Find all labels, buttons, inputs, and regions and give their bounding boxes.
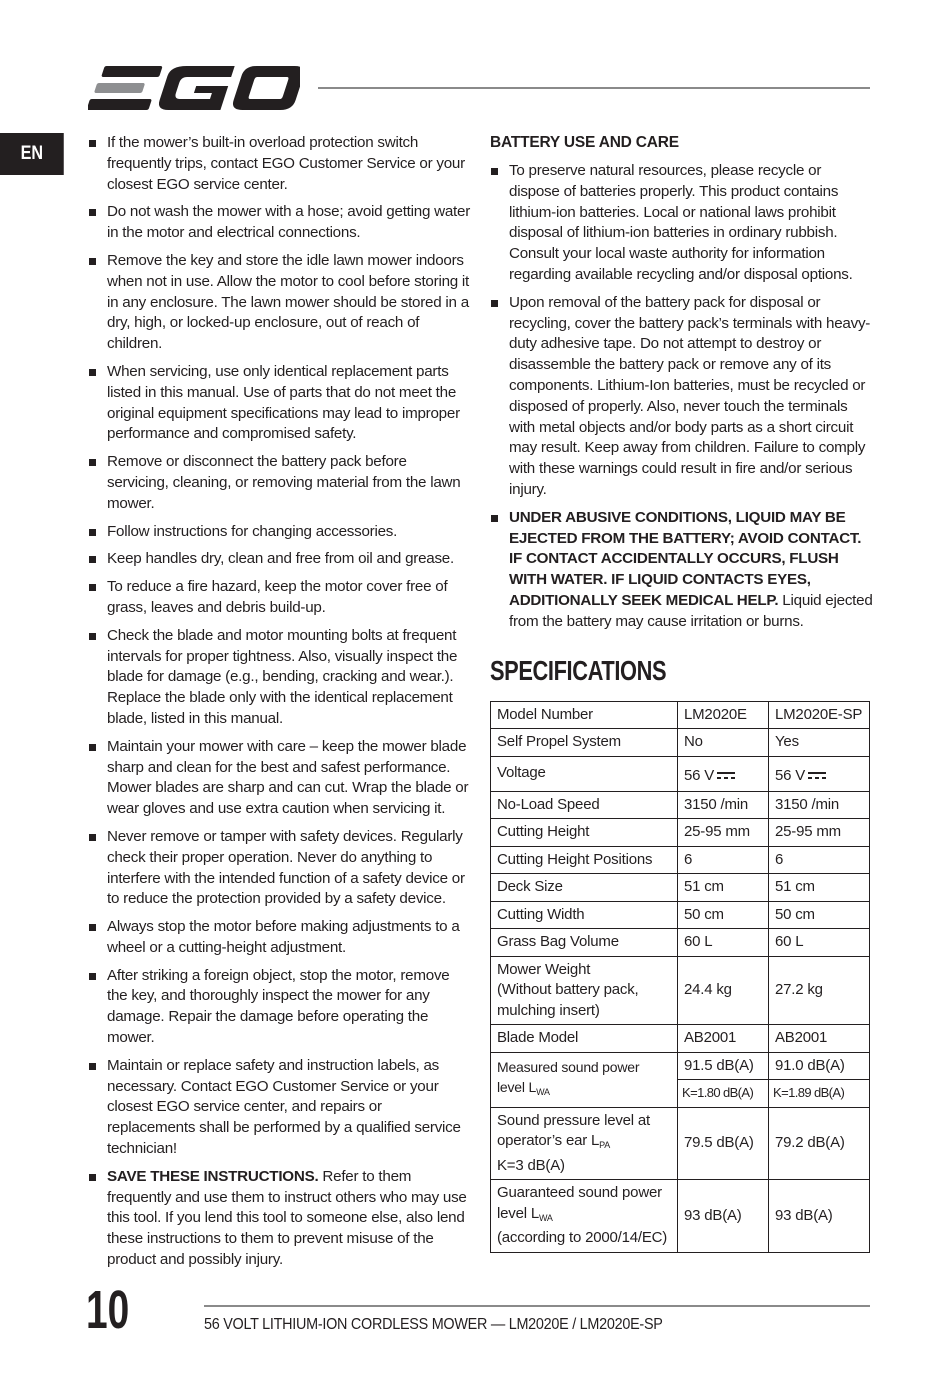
list-item xyxy=(88,827,470,910)
left-column xyxy=(88,133,470,1278)
bullet-text: Follow instructions for changing accessories. xyxy=(107,522,398,540)
spec-value: 56 V xyxy=(684,767,715,785)
header-rule xyxy=(318,87,870,89)
spec-value: 60 L xyxy=(678,929,769,957)
list-item xyxy=(88,251,470,355)
bullet-square-icon xyxy=(89,369,96,376)
bullet-square-icon xyxy=(89,529,96,536)
bullet-text: Liquid ejected from the battery may cause irritation or burns. xyxy=(509,591,873,630)
bullet-square-icon xyxy=(89,1174,96,1181)
table-row xyxy=(491,874,870,902)
bullet-text: Check the blade and motor mounting bolts at frequent intervals for proper tightness. Also, visually inspect the blade for damage (e.g., bending, cracking and wear.). Replace the blade only with the identical replacement blade, listed in this manual. xyxy=(107,626,458,727)
list-item xyxy=(88,917,470,959)
table-row xyxy=(491,756,870,791)
bullet-text: After striking a foreign object, stop the motor, remove the key, and thoroughly inspect the mower for any damage. Repair the damage before operating the mower. xyxy=(107,966,450,1047)
bullet-text: If the mower’s built-in overload protection switch frequently trips, contact EGO Customer Service or your closest EGO service center. xyxy=(107,134,465,193)
bullet-square-icon xyxy=(89,556,96,563)
list-item xyxy=(88,549,470,570)
bullet-text: Remove the key and store the idle lawn mower indoors when not in use. Allow the motor to cool before storing it in any enclosure. The lawn mower should be stored in a dry, high, or locked-up enclosure, out of reach of children. xyxy=(107,251,470,353)
spec-uncertainty: K=1.89 dB(A) xyxy=(769,1079,869,1107)
bullet-square-icon xyxy=(89,209,96,216)
spec-value: 79.5 dB(A) xyxy=(678,1107,769,1180)
bullet-text: When servicing, use only identical replacement parts listed in this manual. Use of parts that do not meet the original equipment specifications may lead to improper performance and compromised safety. xyxy=(107,362,460,443)
bullet-bold-text: UNDER ABUSIVE CONDITIONS, LIQUID MAY BE EJECTED FROM THE BATTERY; AVOID CONTACT. IF CONTACT ACCIDENTALLY OCCURS, FLUSH WITH WATER. IF LIQUID CONTACTS EYES, ADDITIONALLY SEEK MEDICAL HELP. xyxy=(509,508,862,609)
bullet-text: Always stop the motor before making adjustments to a wheel or a cutting-height adjustment. xyxy=(107,918,460,956)
spec-label: Blade Model xyxy=(491,1025,678,1053)
bullet-text: Refer to them frequently and use them to instruct others who may use this tool. If you lend this tool to someone else, also lend these instructions to them to prevent misuse of the product and possibly injury. xyxy=(107,1167,467,1269)
spec-model-1: LM2020E xyxy=(678,701,769,729)
battery-bullet-list xyxy=(490,161,874,633)
spec-value: 27.2 kg xyxy=(769,956,870,1025)
spec-value: 50 cm xyxy=(769,901,870,929)
spec-label-line: operator’s ear $L_{PA}$ xyxy=(497,1132,611,1151)
bullet-text: To preserve natural resources, please recycle or dispose of batteries properly. This product contains lithium-ion batteries. Local or national laws prohibit disposal of lithium-ion batteries in ordinary rubbish. Consult your local waste authority for information regarding available recycling and/or disposal options. xyxy=(509,162,853,283)
table-row xyxy=(491,956,870,1025)
spec-value-cell xyxy=(769,1052,870,1107)
table-row xyxy=(491,1025,870,1053)
list-item xyxy=(88,452,470,514)
bullet-text: Upon removal of the battery pack for disposal or recycling, cover the battery pack’s terminals with heavy-duty adhesive tape. Do not attempt to destroy or disassemble the battery pack or remove any of its components. Lithium-Ion batteries, must be recycled or disposed of properly. Also, never touch the terminals with metal objects and/or body parts as a short circuit may result. Keep away from children. Failure to comply with these warnings could result in fire and/or serious injury. xyxy=(509,293,871,498)
spec-value: 56 V xyxy=(775,767,806,785)
spec-value: AB2001 xyxy=(769,1025,870,1053)
bullet-square-icon xyxy=(89,584,96,591)
page-number: 10 xyxy=(86,1280,130,1340)
battery-section-heading: BATTERY USE AND CARE xyxy=(490,134,679,151)
list-item xyxy=(88,966,470,1049)
spec-label-line: Guaranteed sound power xyxy=(497,1184,662,1202)
bullet-square-icon xyxy=(491,168,498,175)
spec-value: 93 dB(A) xyxy=(769,1180,870,1253)
spec-label-line: Mower Weight xyxy=(497,960,591,978)
bullet-square-icon xyxy=(491,515,498,522)
table-row xyxy=(491,1180,870,1253)
spec-value: 51 cm xyxy=(678,874,769,902)
spec-value: 91.5 dB(A) xyxy=(684,1056,754,1074)
spec-label-line: mulching insert) xyxy=(497,1001,600,1019)
list-item xyxy=(88,626,470,730)
spec-label xyxy=(491,1180,678,1253)
dc-current-icon xyxy=(717,772,735,780)
ego-logo xyxy=(88,62,300,114)
bullet-text: Remove or disconnect the battery pack before servicing, cleaning, or removing material from the lawn mower. xyxy=(107,453,461,512)
list-item xyxy=(88,522,470,543)
bullet-text: To reduce a fire hazard, keep the motor cover free of grass, leaves and debris build-up. xyxy=(107,578,448,616)
language-tab: EN xyxy=(0,133,64,175)
list-item xyxy=(490,508,874,633)
spec-value: Yes xyxy=(769,729,870,757)
spec-value: 50 cm xyxy=(678,901,769,929)
spec-label-line: level $L_{WA}$ xyxy=(497,1204,553,1223)
bullet-square-icon xyxy=(89,1063,96,1070)
table-row xyxy=(491,701,870,729)
list-item xyxy=(490,293,874,501)
spec-label: Grass Bag Volume xyxy=(491,929,678,957)
spec-value-cell xyxy=(678,756,769,791)
spec-value-cell xyxy=(678,1052,769,1107)
table-row xyxy=(491,929,870,957)
table-row xyxy=(491,846,870,874)
dc-current-icon xyxy=(808,772,826,780)
list-item xyxy=(88,737,470,820)
spec-value: 79.2 dB(A) xyxy=(769,1107,870,1180)
spec-value: 3150 /min xyxy=(678,791,769,819)
spec-label-line: (Without battery pack, xyxy=(497,981,639,999)
list-item xyxy=(88,202,470,244)
spec-value: 6 xyxy=(678,846,769,874)
spec-label xyxy=(491,956,678,1025)
spec-value: 25-95 mm xyxy=(678,819,769,847)
spec-value: 93 dB(A) xyxy=(678,1180,769,1253)
table-row xyxy=(491,729,870,757)
list-item xyxy=(490,161,874,286)
table-row xyxy=(491,819,870,847)
list-item xyxy=(88,1056,470,1160)
list-item xyxy=(88,577,470,619)
spec-value: AB2001 xyxy=(678,1025,769,1053)
spec-value: 60 L xyxy=(769,929,870,957)
safety-bullet-list xyxy=(88,133,470,1271)
spec-label-line: K=3 dB(A) xyxy=(497,1156,565,1174)
bullet-square-icon xyxy=(89,140,96,147)
bullet-text: Maintain your mower with care – keep the mower blade sharp and clean for the best and safest performance. Mower blades are sharp and can cut. Wrap the blade or wear gloves and use extra caution when servicing it. xyxy=(107,737,469,818)
list-item xyxy=(88,1167,470,1271)
spec-label: Self Propel System xyxy=(491,729,678,757)
spec-label: Voltage xyxy=(491,756,678,791)
spec-uncertainty: K=1.80 dB(A) xyxy=(678,1079,768,1107)
spec-label: Model Number xyxy=(491,701,678,729)
bullet-bold-text: SAVE THESE INSTRUCTIONS. xyxy=(107,1167,319,1185)
spec-label: Cutting Height Positions xyxy=(491,846,678,874)
bullet-square-icon xyxy=(89,459,96,466)
spec-label: No-Load Speed xyxy=(491,791,678,819)
footer-rule xyxy=(204,1305,870,1307)
spec-label: Cutting Width xyxy=(491,901,678,929)
list-item xyxy=(88,133,470,195)
spec-value: 3150 /min xyxy=(769,791,870,819)
table-row xyxy=(491,1107,870,1180)
bullet-text: Never remove or tamper with safety devices. Regularly check their proper operation. Never do anything to interfere with the intended function of a safety device or to reduce the protection provided by a safety device. xyxy=(107,827,465,908)
spec-value: 25-95 mm xyxy=(769,819,870,847)
bullet-square-icon xyxy=(89,258,96,265)
spec-label: Deck Size xyxy=(491,874,678,902)
bullet-text: Maintain or replace safety and instruction labels, as necessary. Contact EGO Customer Service or your closest EGO service center, and repairs or replacements shall be performed by a qualified service technician! xyxy=(107,1056,461,1158)
bullet-text: Keep handles dry, clean and free from oil and grease. xyxy=(107,550,454,568)
specifications-table xyxy=(490,701,870,1253)
spec-model-2: LM2020E-SP xyxy=(769,701,870,729)
bullet-square-icon xyxy=(89,633,96,640)
bullet-square-icon xyxy=(491,300,498,307)
spec-value: 6 xyxy=(769,846,870,874)
spec-label xyxy=(491,1107,678,1180)
spec-value: 24.4 kg xyxy=(678,956,769,1025)
bullet-square-icon xyxy=(89,973,96,980)
footer-title: 56 VOLT LITHIUM-ION CORDLESS MOWER — LM2020E / LM2020E-SP xyxy=(204,1316,663,1333)
spec-label xyxy=(491,1052,678,1107)
list-item xyxy=(88,362,470,445)
spec-label-line: Sound pressure level at xyxy=(497,1111,650,1129)
spec-label-line: level $L_{WA}$ xyxy=(497,1079,550,1098)
spec-value-cell xyxy=(769,756,870,791)
spec-value: 51 cm xyxy=(769,874,870,902)
bullet-square-icon xyxy=(89,744,96,751)
table-row xyxy=(491,1052,870,1107)
specifications-title: SPECIFICATIONS xyxy=(490,654,667,686)
table-row xyxy=(491,901,870,929)
right-column xyxy=(490,133,874,1253)
bullet-square-icon xyxy=(89,924,96,931)
table-row xyxy=(491,791,870,819)
spec-label: Cutting Height xyxy=(491,819,678,847)
bullet-text: Do not wash the mower with a hose; avoid getting water in the motor and electrical connections. xyxy=(107,203,471,242)
bullet-square-icon xyxy=(89,834,96,841)
spec-label-line: (according to 2000/14/EC) xyxy=(497,1229,668,1247)
spec-label-line: Measured sound power xyxy=(497,1058,640,1075)
spec-value: No xyxy=(678,729,769,757)
spec-value: 91.0 dB(A) xyxy=(775,1056,845,1074)
